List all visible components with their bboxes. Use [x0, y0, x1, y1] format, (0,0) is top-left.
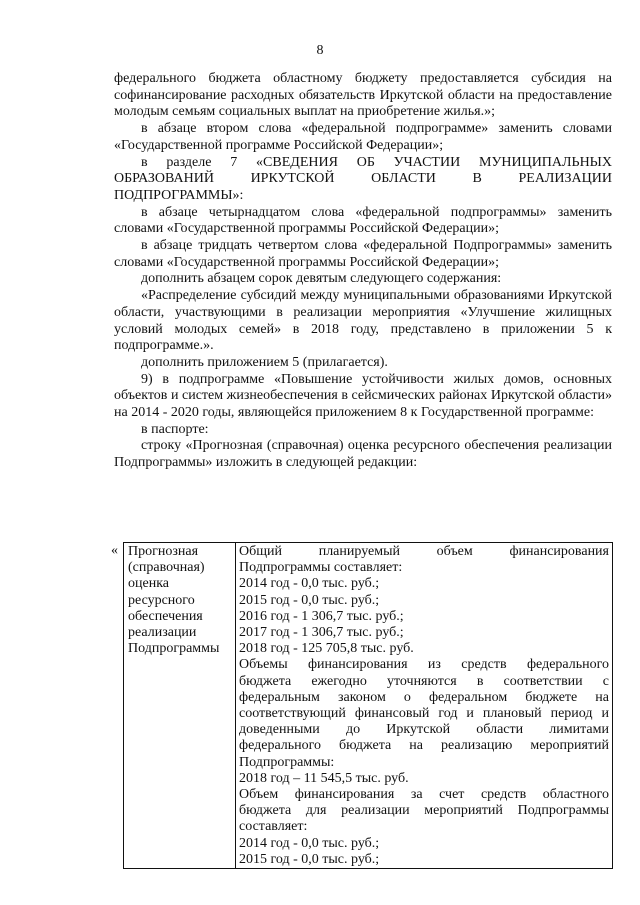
value-line: федеральным законом о федеральном бюджете на: [239, 689, 609, 705]
value-line: федерального бюджета на реализацию мероприятий: [239, 738, 609, 754]
paragraph: в абзаце тридцать четвертом слова «федеральной Подпрограммы» заменить словами «Государственной программы Российской Федерации»;: [114, 238, 612, 270]
value-line: 2014 год - 0,0 тыс. руб.;: [239, 835, 380, 851]
table-row: [124, 543, 613, 869]
value-line: 2014 год - 0,0 тыс. руб.;: [239, 576, 380, 592]
paragraph: строку «Прогнозная (справочная) оценка ресурсного обеспечения реализации Подпрограммы» изложить в следующей редакции:: [114, 438, 612, 471]
paragraph: «Распределение субсидий между муниципальными образованиями Иркутской области, участвующими в реализации мероприятия «Улучшение жилищных условий молодых семей» в 2018 году, представлено в приложении 5 к подпрограмме.».: [114, 288, 612, 354]
paragraph: 9) в подпрограмме «Повышение устойчивости жилых домов, основных объектов и систем жизнеобеспечения в сейсмических районах Иркутской области» на 2014 - 2020 годы, являющейся приложением 8 к Государственной программе:: [114, 371, 612, 421]
paragraph: в разделе 7 «СВЕДЕНИЯ ОБ УЧАСТИИ МУНИЦИПАЛЬНЫХ ОБРАЗОВАНИЙ ИРКУТСКОЙ ОБЛАСТИ В РЕАЛИЗАЦИИ ПОДПРОГРАММЫ»:: [114, 154, 612, 203]
value-line: 2015 год - 0,0 тыс. руб.;: [239, 851, 380, 867]
opening-quote: «: [111, 543, 118, 558]
value-line: 2018 год – 11 545,5 тыс. руб.: [239, 770, 409, 786]
value-line: Объемы финансирования из средств федерального: [239, 657, 609, 673]
value-line: 2018 год - 125 705,8 тыс. руб.: [239, 641, 414, 657]
label-line: обеспечения: [128, 608, 203, 624]
paragraph: дополнить приложением 5 (прилагается).: [141, 354, 388, 370]
label-line: Подпрограммы: [128, 641, 220, 657]
value-line: Подпрограммы:: [239, 754, 335, 770]
paragraph: в абзаце четырнадцатом слова «федеральной подпрограммы» заменить словами «Государственной программы Российской Федерации»;: [114, 204, 612, 237]
resource-table: [123, 542, 613, 869]
value-line: 2016 год - 1 306,7 тыс. руб.;: [239, 608, 404, 624]
paragraph: федерального бюджета областному бюджету предоставляется субсидия на софинансирование расходных обязательств Иркутской области на предоставление молодым семьям социальных выплат на приобретение жилья.»;: [114, 71, 612, 120]
row-value-cell: [236, 543, 613, 869]
body-text: [114, 71, 612, 472]
value-line: 2017 год - 1 306,7 тыс. руб.;: [239, 625, 404, 641]
label-line: оценка: [128, 576, 170, 592]
value-line: 2015 год - 0,0 тыс. руб.;: [239, 592, 380, 608]
label-line: Прогнозная: [128, 544, 199, 559]
value-line: Подпрограммы составляет:: [239, 560, 403, 576]
label-line: (справочная): [128, 560, 205, 576]
page-number: 8: [316, 43, 324, 58]
value-line: бюджета для реализации мероприятий Подпрограммы: [239, 803, 609, 819]
label-line: реализации: [128, 625, 197, 641]
paragraph: дополнить абзацем сорок девятым следующего содержания:: [141, 271, 502, 287]
row-label-cell: [124, 543, 236, 869]
label-line: ресурсного: [128, 592, 195, 608]
value-line: составляет:: [239, 819, 308, 835]
value-line: Объем финансирования за счет средств областного: [239, 787, 609, 803]
value-line: доведенными до Иркутской области лимитами: [239, 722, 609, 738]
paragraph: в паспорте:: [141, 421, 209, 437]
value-line: бюджета ежегодно уточняются в соответствии с: [239, 673, 609, 689]
value-line: соответствующий финансовый год и плановый период и: [239, 706, 609, 722]
paragraph: в абзаце втором слова «федеральной подпрограмме» заменить словами «Государственной программе Российской Федерации»;: [114, 121, 612, 153]
value-line: Общий планируемый объем финансирования: [239, 544, 609, 559]
